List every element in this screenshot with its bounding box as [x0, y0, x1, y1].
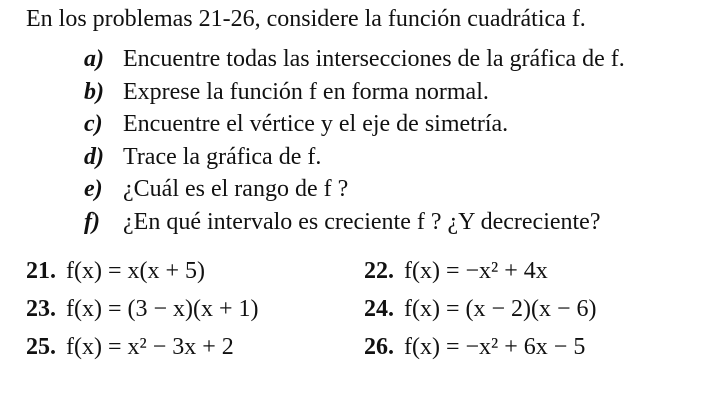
instructions-text: En los problemas 21-26, considere la función cuadrática f.: [26, 6, 586, 32]
task-text: ¿En qué intervalo es creciente f ? ¿Y decreciente?: [123, 208, 601, 235]
task-letter: c): [84, 111, 103, 137]
task-text: Exprese la función f en forma normal.: [123, 78, 489, 105]
problem-equation: f(x) = (3 − x)(x + 1): [66, 296, 259, 322]
task-item-f: [84, 207, 625, 240]
task-text: ¿Cuál es el rango de f ?: [123, 176, 349, 202]
task-letter: b): [84, 78, 104, 105]
problem-equation: f(x) = x² − 3x + 2: [66, 334, 234, 360]
problem-equation: f(x) = −x² + 4x: [404, 258, 548, 284]
task-text: Trace la gráfica de f.: [123, 143, 322, 170]
task-letter: f): [84, 208, 100, 235]
problem-number: 24.: [364, 296, 394, 322]
problem-21: [26, 256, 205, 286]
problem-25: [26, 332, 234, 362]
task-item-c: [84, 109, 625, 142]
task-letter: d): [84, 143, 104, 170]
task-item-d: [84, 142, 625, 175]
task-item-e: [84, 174, 625, 207]
problem-22: [364, 256, 548, 286]
problem-number: 21.: [26, 258, 56, 284]
problem-equation: f(x) = −x² + 6x − 5: [404, 334, 586, 360]
task-text: Encuentre todas las intersecciones de la gráfica de f.: [123, 46, 625, 72]
problem-number: 26.: [364, 334, 394, 360]
problem-23: [26, 294, 259, 324]
task-letter: e): [84, 176, 103, 202]
task-letter: a): [84, 46, 104, 72]
problem-24: [364, 294, 597, 324]
task-list: [84, 44, 625, 239]
problem-26: [364, 332, 585, 362]
task-text: Encuentre el vértice y el eje de simetría.: [123, 111, 509, 137]
problem-number: 25.: [26, 334, 56, 360]
problem-equation: f(x) = (x − 2)(x − 6): [404, 296, 597, 322]
problem-number: 22.: [364, 258, 394, 284]
task-item-a: [84, 44, 625, 77]
task-item-b: [84, 77, 625, 110]
problem-equation: f(x) = x(x + 5): [66, 258, 206, 284]
problem-number: 23.: [26, 296, 56, 322]
